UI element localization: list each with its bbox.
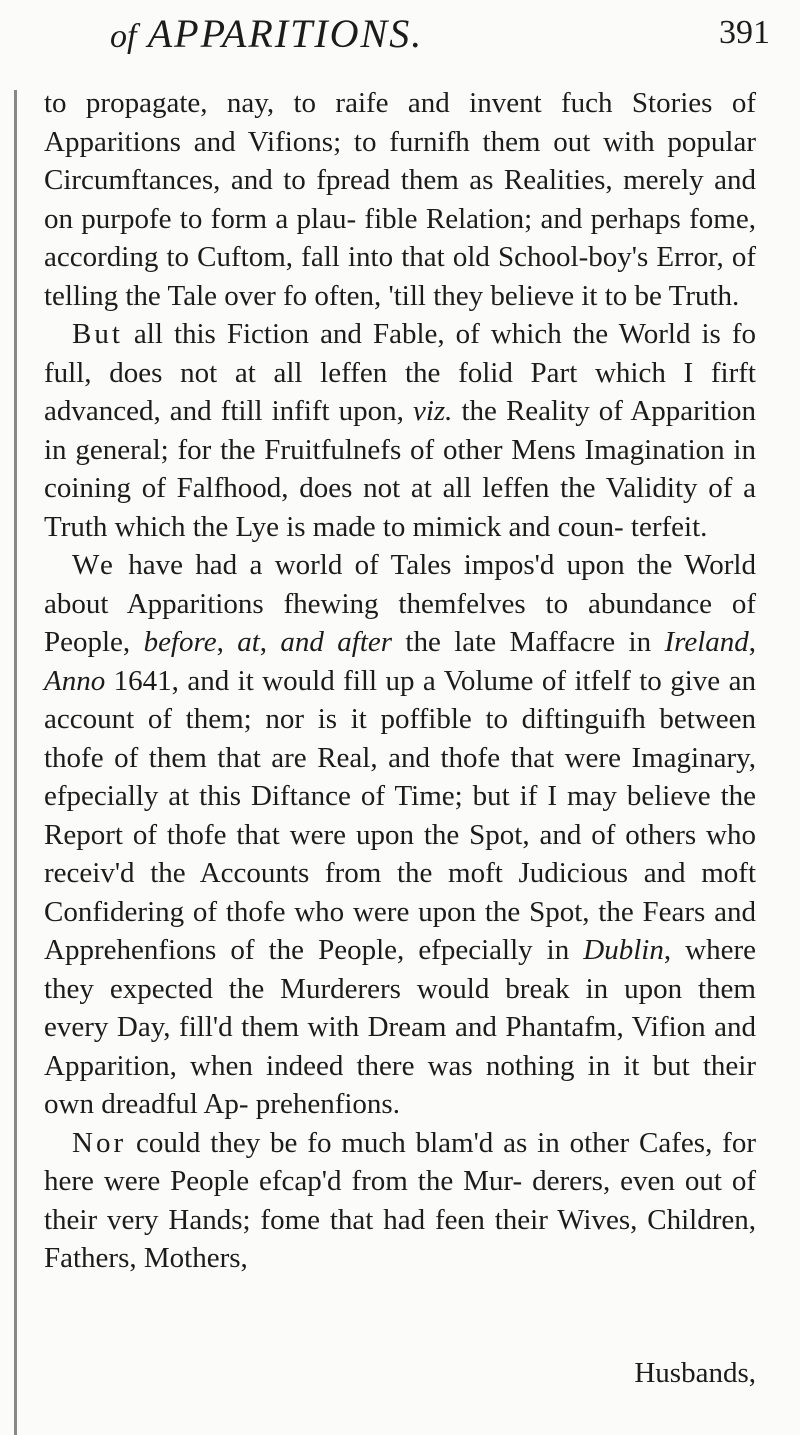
paragraph-3-anno: Anno [44,664,106,697]
page-number: 391 [719,14,770,51]
paragraph-3-text-d: , where they expected the Murderers would break in upon them every Day, fill'd them with Dream and Phantafm, Vifion and Apparition, when indeed there was nothing in it but their own dreadful Ap- prehenfions. [44,934,757,1120]
paragraph-2-text-b: the Reality of Apparition in general; for the Fruitfulnefs of other Mens Imagination in coining of Falfhood, does not at all leffen the Validity of a Truth which the Lye is made to mimick and coun- terfeit. [44,395,757,543]
paragraph-4-lead: Nor [72,1126,127,1159]
paragraph-3-text-a: have had a world of Tales impos'd upon the World about Apparitions fhewing themfelves to abundance of People, [44,549,756,658]
paragraph-3-ireland: Ireland [664,626,749,658]
running-title-main: APPARITIONS. [147,11,424,56]
paragraph-3-lead: We [72,549,116,581]
gutter-shadow [14,90,17,1435]
paragraph-2 [44,315,756,546]
paragraph-3-sep-1: , [216,626,238,658]
page-header [110,10,770,80]
paragraph-3 [44,546,756,1124]
catchword: Husbands, [634,1357,756,1389]
paragraph-4-text-a: could they be fo much blam'd as in other Cafes, for here were People efcap'd from the Mur- derers, even out of their very Hands; fome that had feen their Wives, Children, Fathers, Mothers, [44,1126,756,1274]
paragraph-3-dublin: Dublin [583,934,664,966]
paragraph-4 [44,1124,756,1278]
paragraph-3-sep-2: , [259,626,281,658]
paragraph-2-lead: But [72,318,123,350]
paragraph-2-viz: viz. [412,395,453,427]
paragraph-3-before: before [143,626,217,658]
paragraph-3-sep-3: , [748,626,757,658]
running-title-prefix: of [110,18,137,55]
paragraph-3-text-b: the late Maffacre in [392,626,665,658]
paragraph-2-text-a: all this Fiction and Fable, of which the World is fo full, does not at all leffen the folid Part which I firft advanced, and ftill infift upon, [44,318,756,427]
paragraph-3-after: and after [280,626,393,658]
running-title [110,10,423,57]
paragraph-3-text-c: 1641, and it would fill up a Volume of itfelf to give an account of them; nor is it poffible to diftinguifh between thofe of them that are Real, and thofe that were Imaginary, efpecially at this Diftance of Time; but if I may believe the Report of thofe that were upon the Spot, and of others who receiv'd the Accounts from the moft Judicious and moft Confidering of thofe who were upon the Spot, the Fears and Apprehenfions of the People, efpecially in [44,664,756,966]
body-text [44,84,756,1278]
paragraph-1: to propagate, nay, to raife and invent fuch Stories of Apparitions and Vifions; to furnifh them out with popular Circumftances, and to fpread them as Realities, merely and on purpofe to form a plau- fible Relation; and perhaps fome, according to Cuftom, fall into that old School-boy's Error, of telling the Tale over fo often, 'till they believe it to be Truth. [44,87,756,312]
paragraph-3-at: at [237,626,260,658]
